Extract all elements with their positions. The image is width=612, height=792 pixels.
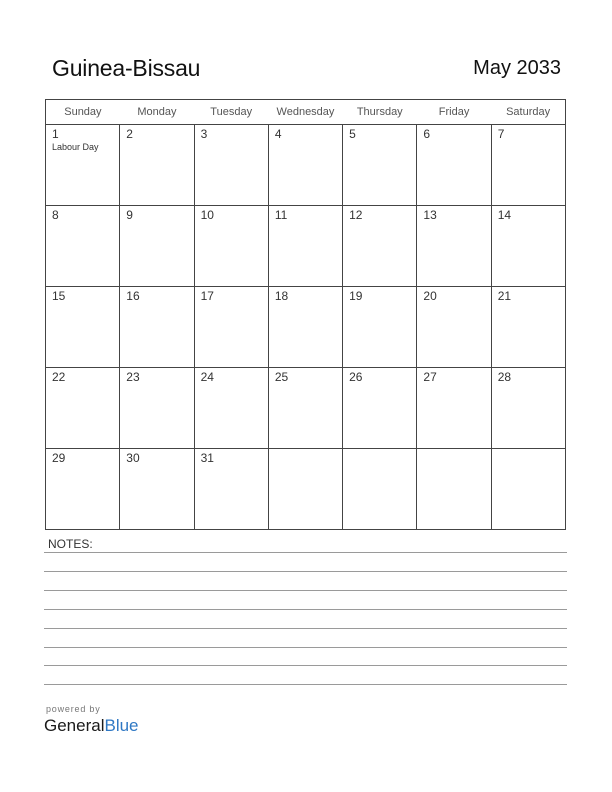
- month-title: May 2033: [473, 57, 561, 79]
- day-cell: [417, 368, 491, 449]
- note-line: [44, 571, 567, 572]
- day-number: 5: [349, 127, 356, 141]
- brand-general: General: [44, 716, 105, 735]
- day-cell: [417, 287, 491, 368]
- day-cell: [194, 287, 268, 368]
- day-cell: [120, 449, 194, 530]
- day-number: 6: [423, 127, 431, 141]
- day-number: 22: [52, 370, 66, 384]
- day-cell: [343, 206, 417, 287]
- day-cell: [120, 206, 194, 287]
- weekday-friday: Friday: [417, 100, 491, 125]
- brand-blue: Blue: [104, 716, 139, 735]
- day-cell: [268, 206, 342, 287]
- day-number: 21: [497, 289, 512, 303]
- day-cell: [343, 125, 417, 206]
- weekday-thursday: Thursday: [343, 100, 417, 125]
- day-cell: [417, 125, 491, 206]
- day-number: 18: [274, 289, 289, 303]
- day-cell: [46, 449, 120, 530]
- day-number: 1: [52, 127, 59, 141]
- day-cell: [46, 125, 120, 206]
- day-cell: [491, 449, 565, 530]
- weekday-saturday: Saturday: [491, 100, 565, 125]
- day-cell: [46, 368, 120, 449]
- note-line: [44, 590, 567, 591]
- holiday-label: Labour Day: [52, 142, 99, 152]
- week-row: [46, 206, 566, 287]
- day-number: 24: [200, 370, 214, 384]
- week-row: [46, 287, 566, 368]
- day-number: 14: [497, 208, 512, 222]
- day-cell: [491, 206, 565, 287]
- day-number: 7: [497, 127, 505, 141]
- day-number: 26: [349, 370, 363, 384]
- calendar-grid: [45, 99, 566, 530]
- note-line: [44, 628, 567, 629]
- note-line: [44, 552, 567, 553]
- day-number: 25: [274, 370, 289, 384]
- weekday-monday: Monday: [120, 100, 194, 125]
- day-cell: [417, 449, 491, 530]
- day-cell: [417, 206, 491, 287]
- day-number: 4: [274, 127, 282, 141]
- day-cell: [491, 125, 565, 206]
- day-number: 31: [200, 451, 214, 465]
- country-title: Guinea-Bissau: [52, 55, 201, 81]
- day-number: 3: [200, 127, 208, 141]
- day-number: 9: [126, 208, 133, 222]
- day-cell: [343, 368, 417, 449]
- day-cell: [120, 125, 194, 206]
- day-cell: [120, 287, 194, 368]
- day-number: 28: [497, 370, 512, 384]
- week-row: [46, 449, 566, 530]
- day-cell: [491, 368, 565, 449]
- note-line: [44, 609, 567, 610]
- day-number: 16: [126, 289, 140, 303]
- day-number: 8: [52, 208, 59, 222]
- day-cell: [46, 206, 120, 287]
- day-number: 2: [126, 127, 133, 141]
- note-line: [44, 647, 567, 648]
- day-number: 13: [423, 208, 437, 222]
- weekday-header-row: [46, 100, 566, 125]
- day-number: 17: [200, 289, 214, 303]
- weekday-sunday: Sunday: [46, 100, 120, 125]
- day-cell: [194, 449, 268, 530]
- day-cell: [268, 125, 342, 206]
- day-cell: [194, 206, 268, 287]
- day-cell: [268, 287, 342, 368]
- day-cell: [194, 368, 268, 449]
- day-number: 10: [200, 208, 214, 222]
- brand-logo: [44, 716, 139, 736]
- powered-by-label: powered by: [46, 704, 101, 714]
- day-number: 23: [126, 370, 140, 384]
- notes-label: NOTES:: [48, 537, 93, 551]
- day-number: 30: [126, 451, 140, 465]
- day-number: 12: [349, 208, 363, 222]
- day-number: 15: [52, 289, 66, 303]
- weekday-tuesday: Tuesday: [194, 100, 268, 125]
- day-cell: [194, 125, 268, 206]
- note-line: [44, 665, 567, 666]
- day-cell: [491, 287, 565, 368]
- day-cell: [120, 368, 194, 449]
- week-row: [46, 368, 566, 449]
- day-number: 11: [274, 208, 288, 222]
- note-line: [44, 684, 567, 685]
- day-number: 27: [423, 370, 437, 384]
- day-cell: [343, 449, 417, 530]
- day-cell: [343, 287, 417, 368]
- day-number: 19: [349, 289, 363, 303]
- day-cell: [268, 449, 342, 530]
- week-row: [46, 125, 566, 206]
- day-cell: [46, 287, 120, 368]
- day-cell: [268, 368, 342, 449]
- day-number: 29: [52, 451, 66, 465]
- weekday-wednesday: Wednesday: [268, 100, 342, 125]
- day-number: 20: [423, 289, 437, 303]
